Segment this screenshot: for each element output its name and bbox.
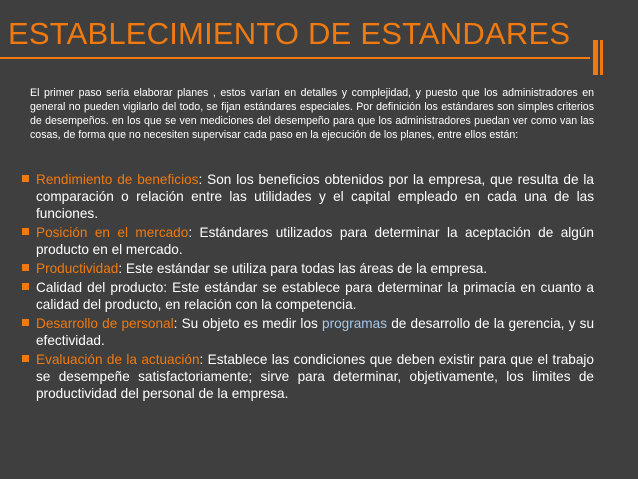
square-bullet-icon xyxy=(22,264,29,271)
bullet-calidad xyxy=(22,279,594,313)
square-bullet-icon xyxy=(22,319,29,326)
square-bullet-icon xyxy=(22,283,29,290)
bullet-text: Calidad del producto: Este estándar se establece para determinar la primacía en cuanto a calidad del producto, en relación con la competencia. xyxy=(36,280,594,312)
square-bullet-icon xyxy=(22,355,29,362)
bullet-emphasis: programas xyxy=(322,316,387,331)
title-accent-bar-thin xyxy=(600,40,603,75)
bullet-term: Posición en el mercado xyxy=(36,225,189,240)
bullet-text: : Este estándar se utiliza para todas las áreas de la empresa. xyxy=(118,261,488,276)
bullet-term: Desarrollo de personal xyxy=(36,316,174,331)
bullet-desarrollo xyxy=(22,315,594,349)
bullet-text: de desarrollo de la gerencia, y su efectividad. xyxy=(36,316,595,348)
bullet-text: : Son los beneficios obtenidos por la empresa, que resulta de la comparación o relación entre las utilidades y el capital empleado en cada una de las funciones. xyxy=(36,172,594,221)
title-accent-bar xyxy=(593,40,598,75)
bullet-rendimiento xyxy=(22,171,594,222)
square-bullet-icon xyxy=(22,228,29,235)
intro-paragraph: El primer paso seria elaborar planes , estos varían en detalles y complejidad, y puesto que los administradores en general no pueden vigilarlo del todo, se fijan estándares especiales. Por definición los estándares son simples criterios de desempeños. en los que se ven mediciones del desempeño para que los administradores puedan ver como van las cosas, de forma que no necesiten supervisar cada paso en la ejecución de los planes, entre ellos están: xyxy=(30,87,594,141)
bullet-evaluacion xyxy=(22,351,594,402)
square-bullet-icon xyxy=(22,175,29,182)
bullet-term: Evaluación de la actuación xyxy=(36,352,200,367)
slide-title: ESTABLECIMIENTO DE ESTANDARES xyxy=(8,16,571,51)
bullet-text: : Estándares utilizados para determinar la aceptación de algún producto en el mercado. xyxy=(36,225,594,257)
bullet-term: Rendimiento de beneficios xyxy=(36,172,199,187)
title-underline xyxy=(0,57,590,59)
bullet-posicion xyxy=(22,224,594,258)
bullet-list xyxy=(22,171,594,404)
bullet-text: : Establece las condiciones que deben existir para que el trabajo se desempeñe satisfactoriamente; sirve para determinar, objetivamente, los limites de productividad del personal de la empresa. xyxy=(36,352,594,401)
bullet-productividad xyxy=(22,260,594,277)
bullet-text: : Su objeto es medir los xyxy=(173,316,323,331)
bullet-term: Productividad xyxy=(36,261,119,276)
